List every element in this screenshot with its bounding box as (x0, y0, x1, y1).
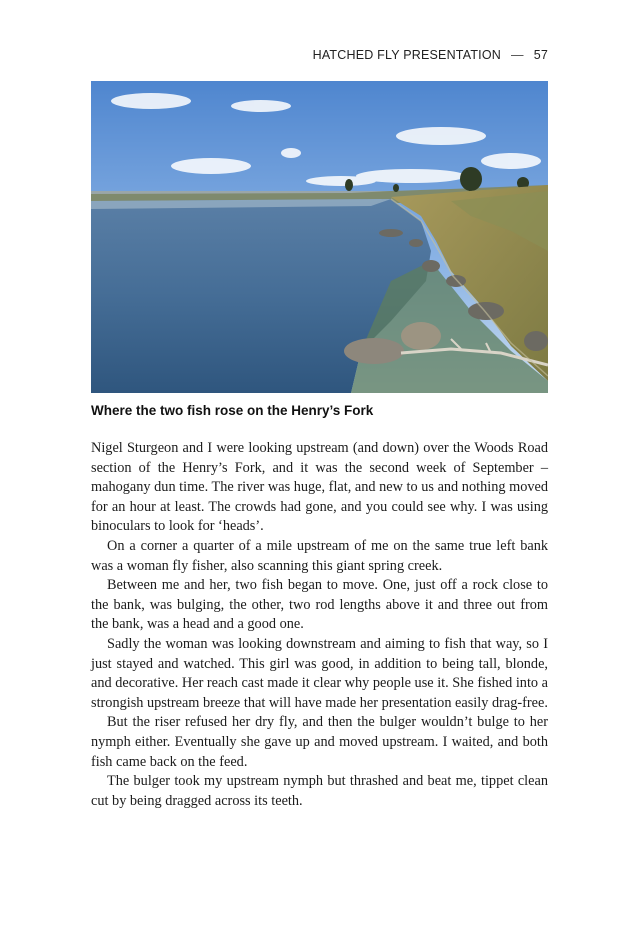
river-landscape-image (91, 81, 548, 393)
paragraph: Sadly the woman was looking downstream and aiming to fish that way, so I just stayed and watched. This girl was good, in addition to being tall, blonde, and decorative. Her reach cast made it clear why people use it. She fished into a strongish upstream breeze that will have made her presentation easily drag-free. (91, 635, 548, 711)
running-head (313, 48, 548, 62)
section-title: HATCHED FLY PRESENTATION (312, 48, 501, 62)
paragraph: On a corner a quarter of a mile upstream of me on the same true left bank was a woman fly fisher, also scanning this giant spring creek. (91, 537, 548, 574)
paragraph: The bulger took my upstream nymph but thrashed and beat me, tippet clean cut by being dragged across its teeth. (91, 773, 548, 809)
header-separator: — (510, 48, 524, 62)
page-number: 57 (533, 48, 548, 62)
figure-caption: Where the two fish rose on the Henry’s Fork (91, 403, 374, 418)
paragraph: But the riser refused her dry fly, and then the bulger wouldn’t bulge to her nymph either. Eventually she gave up and moved upstream. I waited, and both fish came back on the feed. (91, 714, 548, 770)
river-photo (91, 81, 548, 393)
paragraph: Nigel Sturgeon and I were looking upstream (and down) over the Woods Road section of the Henry’s Fork, and it was the second week of September – mahogany dun time. The river was huge, flat, and new to us and nothing moved for an hour at least. The crowds had gone, and you could see why. I was using binoculars to look for ‘heads’. (91, 440, 548, 535)
paragraph: Between me and her, two fish began to move. One, just off a rock close to the bank, was bulging, the other, two rod lengths above it and three out from the bank, was a head and a good one. (91, 577, 548, 633)
body-text (91, 439, 548, 811)
